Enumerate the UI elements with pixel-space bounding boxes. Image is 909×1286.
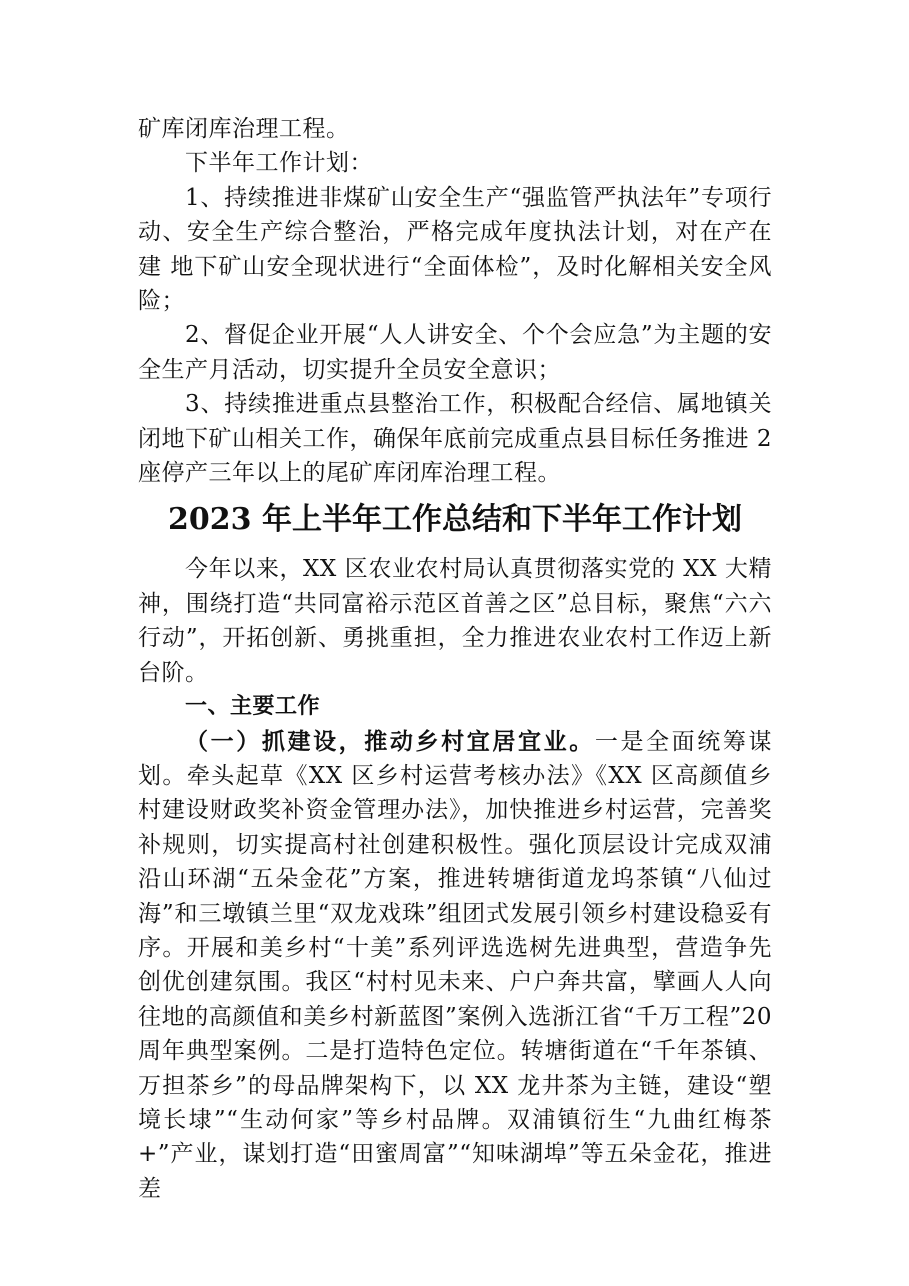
subsection-body: 一是全面统筹谋划。牵头起草《XX 区乡村运营考核办法》《XX 区高颜值乡村建设财政奖补资金管理办法》，加快推进乡村运营，完善奖补规则，切实提高村社创建积极性。强化顶层设计完成双浦沿山环湖“五朵金花”方案，推进转塘街道龙坞茶镇“八仙过海”和三墩镇兰里“双龙戏珠”组团式发展引领乡村建设稳妥有序。开展和美乡村“十美”系列评选选树先进典型，营造争先创优创建氛围。我区“村村见未来、户户奔共富，擘画人人向往地的高颜值和美乡村新蓝图”案例入选浙江省“千万工程”20 周年典型案例。二是打造特色定位。转塘街道在“千年茶镇、万担茶乡”的母品牌架构下，以 XX 龙井茶为主链，建设“塑境长埭”“生动何家”等乡村品牌。双浦镇衍生“九曲红梅茶+”产业，谋划打造“田蜜周富”“知味湖埠”等五朵金花，推进差: [138, 728, 773, 1202]
plan-label: 下半年工作计划：: [185, 150, 373, 177]
subsection-paragraph: [138, 725, 772, 1207]
section-heading-main-work: 一、主要工作: [185, 694, 321, 720]
document-title: 2023 年上半年工作总结和下半年工作计划: [168, 502, 742, 538]
plan-item-3: 3、持续推进重点县整治工作，积极配合经信、属地镇关闭地下矿山相关工作，确保年底前完成重点县目标任务推进 2 座停产三年以上的尾矿库闭库治理工程。: [138, 391, 772, 487]
plan-item-1: 1、持续推进非煤矿山安全生产“强监管严执法年”专项行动、安全生产综合整治，严格完成年度执法计划，对在产在建 地下矿山安全现状进行“全面体检”，及时化解相关安全风险；: [138, 184, 772, 315]
subsection-heading: （一）抓建设，推动乡村宜居宜业。: [185, 728, 595, 755]
intro-paragraph: 今年以来，XX 区农业农村局认真贯彻落实党的 XX 大精神，围绕打造“共同富裕示范区首善之区”总目标，聚焦“六六行动”，开拓创新、勇挑重担，全力推进农业农村工作迈上新台阶。: [138, 556, 772, 686]
document-page: [138, 112, 772, 1206]
plan-item-2: 2、督促企业开展“人人讲安全、个个会应急”为主题的安全生产月活动，切实提升全员安全意识；: [138, 322, 772, 383]
continuation-line: 矿库闭库治理工程。: [138, 116, 350, 142]
